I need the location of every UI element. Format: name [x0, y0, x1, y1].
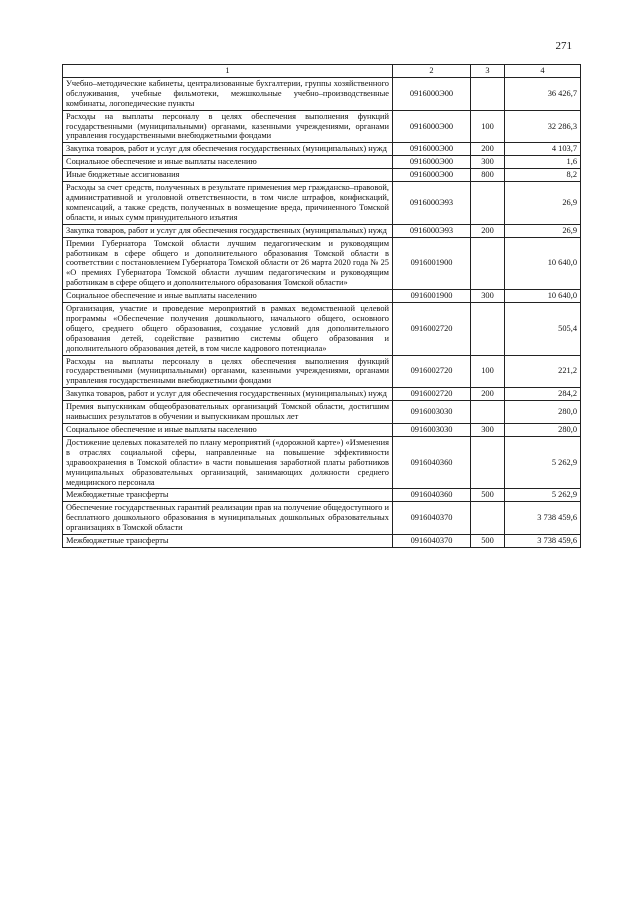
row-code-cell: 0916002720: [393, 303, 471, 356]
table-row: [63, 303, 581, 356]
row-vr-cell: [471, 237, 505, 290]
row-sum-cell: 26,9: [505, 224, 581, 237]
row-sum-cell: 10 640,0: [505, 237, 581, 290]
row-name-cell: Расходы за счет средств, полученных в результате применения мер гражданско–правовой, административной и уголовной ответственности, в том числе штрафов, конфискаций, компенсаций, а также средств, полученных в возмещение вреда, причиненного Томской области, и иных сумм принудительного изъятия: [63, 182, 393, 225]
row-code-cell: 0916000Э00: [393, 77, 471, 110]
table-row: [63, 502, 581, 535]
row-code-cell: 0916000Э00: [393, 169, 471, 182]
row-name-cell: Закупка товаров, работ и услуг для обеспечения государственных (муниципальных) нужд: [63, 224, 393, 237]
row-sum-cell: 5 262,9: [505, 436, 581, 489]
row-sum-cell: 284,2: [505, 388, 581, 401]
row-name-cell: Социальное обеспечение и иные выплаты населению: [63, 424, 393, 437]
row-name-cell: Расходы на выплаты персоналу в целях обеспечения выполнения функций государственными (муниципальными) органами, казенными учреждениями, органами управления государственными внебюджетными фондами: [63, 355, 393, 388]
column-header-sum: 4: [505, 65, 581, 78]
row-vr-cell: 300: [471, 424, 505, 437]
row-vr-cell: 100: [471, 355, 505, 388]
table-row: [63, 424, 581, 437]
table-row: [63, 401, 581, 424]
table-row: [63, 237, 581, 290]
row-vr-cell: 300: [471, 156, 505, 169]
row-sum-cell: 26,9: [505, 182, 581, 225]
table-row: [63, 535, 581, 548]
row-name-cell: Расходы на выплаты персоналу в целях обеспечения выполнения функций государственными (муниципальными) органами, казенными учреждениями, органами управления государственными внебюджетными фондами: [63, 110, 393, 143]
row-code-cell: 0916000Э00: [393, 156, 471, 169]
table-row: [63, 388, 581, 401]
row-name-cell: Учебно–методические кабинеты, централизованные бухгалтерии, группы хозяйственного обслуживания, учебные фильмотеки, межшкольные учебно–производственные комбинаты, логопедические пункты: [63, 77, 393, 110]
row-code-cell: 0916040370: [393, 502, 471, 535]
row-code-cell: 0916040360: [393, 489, 471, 502]
row-vr-cell: [471, 436, 505, 489]
row-vr-cell: [471, 77, 505, 110]
table-row: [63, 182, 581, 225]
row-sum-cell: 505,4: [505, 303, 581, 356]
row-vr-cell: [471, 303, 505, 356]
row-sum-cell: 280,0: [505, 424, 581, 437]
column-header-vr: 3: [471, 65, 505, 78]
row-code-cell: 0916002720: [393, 355, 471, 388]
table-row: [63, 436, 581, 489]
row-code-cell: 0916002720: [393, 388, 471, 401]
row-sum-cell: 3 738 459,6: [505, 535, 581, 548]
row-name-cell: Межбюджетные трансферты: [63, 535, 393, 548]
row-code-cell: 0916000Э00: [393, 110, 471, 143]
row-sum-cell: 10 640,0: [505, 290, 581, 303]
row-code-cell: 0916001900: [393, 237, 471, 290]
table-row: [63, 290, 581, 303]
row-sum-cell: 5 262,9: [505, 489, 581, 502]
row-sum-cell: 36 426,7: [505, 77, 581, 110]
row-code-cell: 0916003030: [393, 424, 471, 437]
page-number: 271: [555, 40, 572, 52]
row-name-cell: Организация, участие и проведение мероприятий в рамках ведомственной целевой программы «Обеспечение получения дошкольного, начального общего, основного общего, среднего общего образования, создание условий для дополнительного образования детей, содействие развитию системы общего образования и дополнительного образования детей, в том числе кадрового потенциала»: [63, 303, 393, 356]
row-vr-cell: [471, 182, 505, 225]
table-row: [63, 489, 581, 502]
row-vr-cell: [471, 502, 505, 535]
row-vr-cell: 300: [471, 290, 505, 303]
row-code-cell: 0916000Э93: [393, 182, 471, 225]
row-code-cell: 0916003030: [393, 401, 471, 424]
row-vr-cell: 500: [471, 489, 505, 502]
table-header-row: [63, 65, 581, 78]
row-name-cell: Закупка товаров, работ и услуг для обеспечения государственных (муниципальных) нужд: [63, 143, 393, 156]
row-vr-cell: 500: [471, 535, 505, 548]
row-vr-cell: 800: [471, 169, 505, 182]
row-name-cell: Социальное обеспечение и иные выплаты населению: [63, 290, 393, 303]
row-name-cell: Межбюджетные трансферты: [63, 489, 393, 502]
row-code-cell: 0916000Э93: [393, 224, 471, 237]
column-header-name: 1: [63, 65, 393, 78]
column-header-code: 2: [393, 65, 471, 78]
row-vr-cell: 200: [471, 224, 505, 237]
row-sum-cell: 1,6: [505, 156, 581, 169]
table-row: [63, 110, 581, 143]
row-code-cell: 0916040360: [393, 436, 471, 489]
row-name-cell: Достижение целевых показателей по плану мероприятий («дорожной карте») «Изменения в отраслях социальной сферы, направленные на повышение эффективности здравоохранения в Томской области» в части повышения заработной платы работников муниципальных образовательных организаций, занимающих должности среднего медицинского персонала: [63, 436, 393, 489]
row-name-cell: Премии Губернатора Томской области лучшим педагогическим и руководящим работникам в сфере общего и дополнительного образования Томской области в соответствии с постановлением Губернатора Томской области от 26 марта 2020 года № 25 «О премиях Губернатора Томской области лучшим педагогическим и руководящим работникам в сфере общего и дополнительного образования Томской области»: [63, 237, 393, 290]
row-vr-cell: 200: [471, 388, 505, 401]
row-sum-cell: 280,0: [505, 401, 581, 424]
row-sum-cell: 32 286,3: [505, 110, 581, 143]
row-sum-cell: 221,2: [505, 355, 581, 388]
budget-table: [62, 64, 581, 548]
row-code-cell: 0916040370: [393, 535, 471, 548]
table-row: [63, 77, 581, 110]
row-name-cell: Премия выпускникам общеобразовательных организаций Томской области, достигшим наивысших результатов в обучении и выпускникам прошлых лет: [63, 401, 393, 424]
row-code-cell: 0916001900: [393, 290, 471, 303]
table-row: [63, 224, 581, 237]
table-row: [63, 169, 581, 182]
row-sum-cell: 8,2: [505, 169, 581, 182]
row-name-cell: Закупка товаров, работ и услуг для обеспечения государственных (муниципальных) нужд: [63, 388, 393, 401]
table-row: [63, 156, 581, 169]
row-vr-cell: 100: [471, 110, 505, 143]
table-row: [63, 143, 581, 156]
row-sum-cell: 3 738 459,6: [505, 502, 581, 535]
row-name-cell: Иные бюджетные ассигнования: [63, 169, 393, 182]
table-row: [63, 355, 581, 388]
row-sum-cell: 4 103,7: [505, 143, 581, 156]
row-name-cell: Обеспечение государственных гарантий реализации прав на получение общедоступного и бесплатного дошкольного образования в муниципальных дошкольных образовательных организациях в Томской области: [63, 502, 393, 535]
row-code-cell: 0916000Э00: [393, 143, 471, 156]
row-vr-cell: [471, 401, 505, 424]
row-vr-cell: 200: [471, 143, 505, 156]
row-name-cell: Социальное обеспечение и иные выплаты населению: [63, 156, 393, 169]
